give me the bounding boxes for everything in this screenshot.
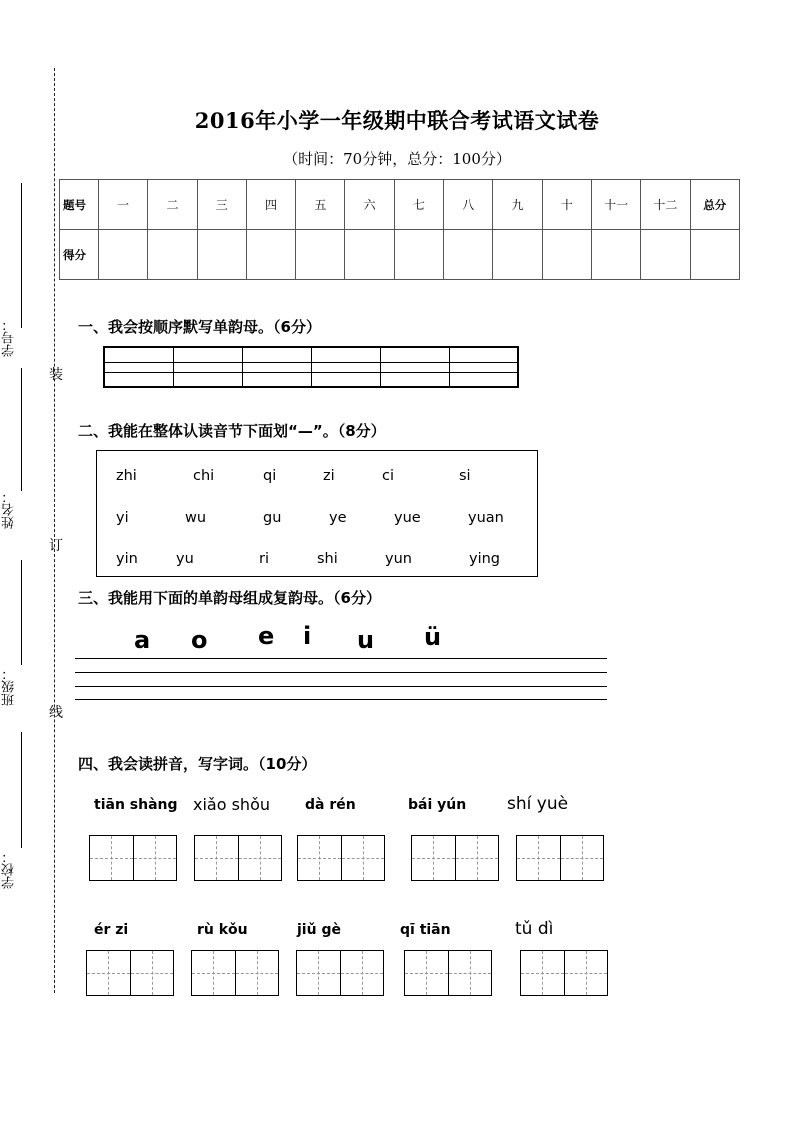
score-col: 二 [148, 180, 197, 230]
tianzige-box[interactable] [89, 835, 177, 881]
student-no-label: 学号： [2, 318, 17, 357]
syllable[interactable]: qi [263, 468, 277, 484]
vowel-answer-grid [103, 346, 519, 388]
syllable[interactable]: ci [382, 468, 395, 484]
score-input-cell[interactable] [641, 230, 690, 280]
score-table [59, 179, 740, 280]
student-no-rule [21, 183, 22, 328]
section4-heading: 四、我会读拼音，写字词。（10分） [78, 755, 317, 773]
score-col: 一 [99, 180, 148, 230]
pinyin-label: bái yún [408, 797, 467, 813]
vowel-cell[interactable] [242, 372, 311, 387]
score-col: 十 [542, 180, 591, 230]
binding-char-xian: 线 [49, 705, 63, 721]
binding-dashed-line [54, 68, 55, 993]
vowel-letter: ü [424, 623, 442, 651]
score-input-cell[interactable] [591, 230, 640, 280]
page-title: 2016年小学一年级期中联合考试语文试卷 [194, 108, 600, 133]
vowel-cell[interactable] [242, 362, 311, 372]
binding-char-ding: 订 [49, 538, 63, 554]
tianzige-box[interactable] [297, 835, 385, 881]
vowel-cell[interactable] [380, 347, 449, 362]
score-input-cell[interactable] [197, 230, 246, 280]
vowel-cell[interactable] [173, 372, 242, 387]
score-col: 七 [394, 180, 443, 230]
score-input-cell[interactable] [444, 230, 493, 280]
vowel-cell[interactable] [173, 362, 242, 372]
vowel-letter: e [258, 622, 275, 650]
score-input-cell[interactable] [296, 230, 345, 280]
score-header-row [60, 180, 740, 230]
school-rule [21, 732, 22, 848]
score-input-cell[interactable] [246, 230, 295, 280]
score-input-cell[interactable] [148, 230, 197, 280]
score-input-cell[interactable] [394, 230, 443, 280]
writing-line[interactable] [75, 672, 607, 673]
page-subtitle: （时间：70分钟，总分：100分） [283, 150, 511, 168]
score-col: 八 [444, 180, 493, 230]
writing-line[interactable] [75, 699, 607, 700]
syllable[interactable]: chi [193, 468, 215, 484]
score-value-row [60, 230, 740, 280]
score-col: 三 [197, 180, 246, 230]
school-label: 学校： [2, 850, 17, 889]
syllable[interactable]: yue [394, 510, 421, 526]
pinyin-label: ér zi [94, 922, 129, 938]
score-input-cell[interactable] [542, 230, 591, 280]
syllable[interactable]: zi [323, 468, 335, 484]
name-rule [21, 368, 22, 491]
vowel-cell[interactable] [449, 347, 518, 362]
tianzige-box[interactable] [86, 950, 174, 996]
binding-char-zhuang: 装 [49, 367, 63, 383]
section1-heading: 一、我会按顺序默写单韵母。（6分） [78, 318, 321, 336]
vowel-cell[interactable] [449, 372, 518, 387]
vowel-cell[interactable] [449, 362, 518, 372]
pinyin-label: shí yuè [507, 794, 569, 814]
syllable[interactable]: yin [116, 551, 138, 567]
syllable[interactable]: gu [263, 510, 282, 526]
tianzige-box[interactable] [191, 950, 279, 996]
writing-line[interactable] [75, 686, 607, 687]
score-input-cell[interactable] [690, 230, 739, 280]
vowel-cell[interactable] [380, 362, 449, 372]
syllable[interactable]: yi [116, 510, 129, 526]
vowel-cell[interactable] [173, 347, 242, 362]
pinyin-label: rù kǒu [197, 922, 248, 938]
section3-heading: 三、我能用下面的单韵母组成复韵母。（6分） [78, 589, 381, 607]
vowel-letter: o [191, 626, 208, 654]
class-label: 班级： [2, 667, 17, 706]
score-col: 六 [345, 180, 394, 230]
section2-heading: 二、我能在整体认读音节下面划“—”。（8分） [78, 422, 386, 440]
tianzige-box[interactable] [404, 950, 492, 996]
vowel-letter: i [303, 622, 312, 650]
syllable[interactable]: ye [329, 510, 347, 526]
pinyin-label: qī tiān [400, 922, 451, 938]
score-input-cell[interactable] [493, 230, 542, 280]
syllable[interactable]: ying [469, 551, 501, 567]
pinyin-label: xiǎo shǒu [193, 795, 270, 814]
syllable[interactable]: ri [259, 551, 269, 567]
name-label: 姓名： [2, 490, 17, 529]
score-row2-label: 得分 [60, 230, 99, 280]
vowel-cell[interactable] [104, 372, 173, 387]
score-col: 十一 [591, 180, 640, 230]
pinyin-label: jiǔ gè [297, 922, 341, 938]
vowel-cell[interactable] [311, 347, 380, 362]
syllable[interactable]: yu [176, 551, 194, 567]
syllable[interactable]: yuan [468, 510, 504, 526]
tianzige-box[interactable] [296, 950, 384, 996]
vowel-cell[interactable] [311, 372, 380, 387]
vowel-cell[interactable] [104, 347, 173, 362]
vowel-cell[interactable] [242, 347, 311, 362]
syllable[interactable]: shi [317, 551, 338, 567]
vowel-letter: a [134, 626, 151, 654]
syllable-box [96, 450, 538, 577]
score-row1-label: 题号 [60, 180, 99, 230]
syllable[interactable]: zhi [116, 468, 137, 484]
score-col: 九 [493, 180, 542, 230]
score-input-cell[interactable] [345, 230, 394, 280]
syllable[interactable]: yun [385, 551, 412, 567]
score-col: 十二 [641, 180, 690, 230]
syllable[interactable]: si [459, 468, 471, 484]
tianzige-box[interactable] [516, 835, 604, 881]
class-rule [21, 560, 22, 665]
tianzige-box[interactable] [411, 835, 499, 881]
tianzige-box[interactable] [194, 835, 282, 881]
pinyin-label: tǔ dì [515, 919, 554, 939]
vowel-cell[interactable] [104, 362, 173, 372]
vowel-cell[interactable] [311, 362, 380, 372]
score-input-cell[interactable] [99, 230, 148, 280]
vowel-letter: u [357, 626, 375, 654]
tianzige-box[interactable] [520, 950, 608, 996]
vowel-cell[interactable] [380, 372, 449, 387]
pinyin-label: tiān shàng [94, 797, 178, 813]
writing-line[interactable] [75, 658, 607, 659]
score-col: 四 [246, 180, 295, 230]
syllable[interactable]: wu [185, 510, 207, 526]
pinyin-label: dà rén [305, 797, 356, 813]
score-col: 五 [296, 180, 345, 230]
score-col-total: 总分 [690, 180, 739, 230]
